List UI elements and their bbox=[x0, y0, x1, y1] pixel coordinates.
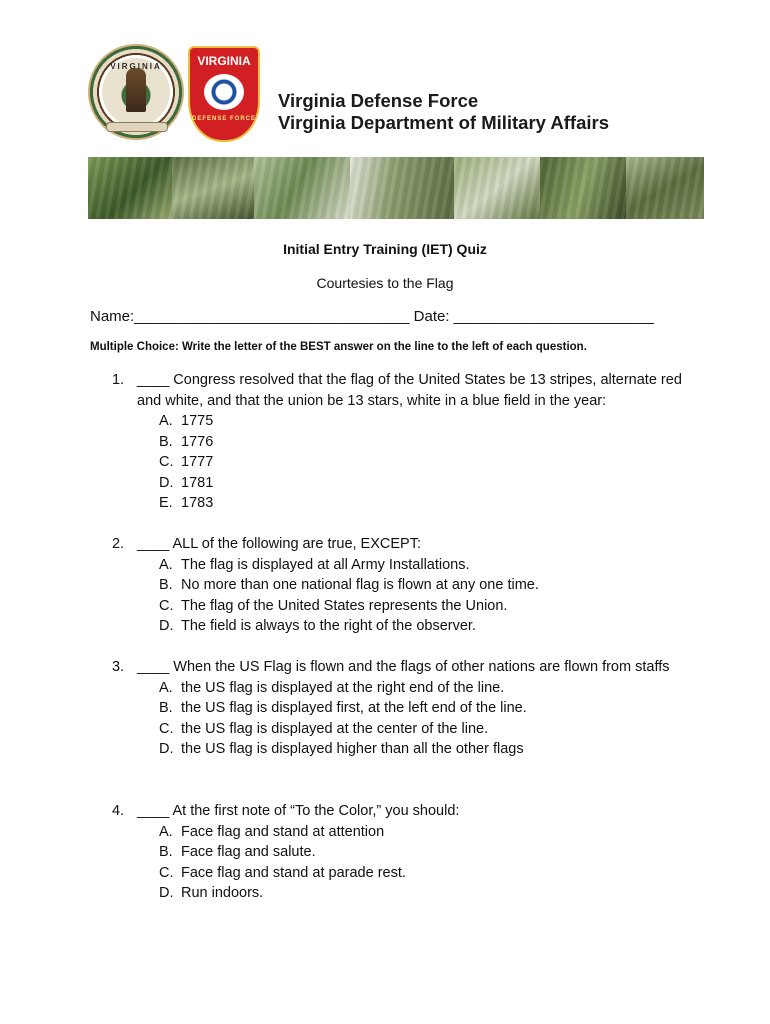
option-letter: A. bbox=[159, 679, 173, 696]
option-text: No more than one national flag is flown at any one time. bbox=[181, 577, 539, 593]
shield-subtitle: DEFENSE FORCE bbox=[191, 116, 256, 122]
option-text: Face flag and salute. bbox=[181, 844, 316, 860]
answer-option bbox=[159, 739, 692, 760]
option-letter: B. bbox=[159, 433, 173, 450]
org-line-2: Virginia Department of Military Affairs bbox=[278, 112, 610, 133]
instructions: Multiple Choice: Write the letter of the BEST answer on the line to the left of each question. bbox=[90, 341, 587, 353]
option-letter: A. bbox=[159, 556, 173, 573]
option-letter: D. bbox=[159, 474, 174, 491]
photo-banner bbox=[88, 157, 704, 219]
banner-photo bbox=[88, 157, 172, 219]
quiz-title: Initial Entry Training (IET) Quiz bbox=[283, 241, 487, 257]
option-letter: B. bbox=[159, 577, 173, 593]
option-text: the US flag is displayed first, at the left end of the line. bbox=[181, 700, 527, 716]
option-text: 1783 bbox=[181, 495, 214, 511]
option-letter: C. bbox=[159, 597, 174, 614]
banner-photo bbox=[172, 157, 254, 219]
option-text: Face flag and stand at attention bbox=[181, 823, 385, 840]
option-text: The flag is displayed at all Army Installations. bbox=[181, 556, 470, 573]
shield-emblem bbox=[204, 74, 244, 110]
option-text: the US flag is displayed at the right end of the line. bbox=[181, 679, 505, 696]
question-number: 2. bbox=[112, 536, 125, 552]
answer-option bbox=[159, 842, 692, 863]
quiz-subtitle: Courtesies to the Flag bbox=[316, 275, 454, 291]
question-2 bbox=[112, 534, 692, 637]
answer-options bbox=[112, 555, 692, 637]
option-text: The field is always to the right of the observer. bbox=[181, 618, 476, 634]
option-text: Run indoors. bbox=[181, 885, 264, 901]
answer-option bbox=[159, 616, 692, 637]
answer-option bbox=[159, 493, 692, 514]
answer-option bbox=[159, 698, 692, 719]
organization-name bbox=[278, 90, 609, 134]
question-number: 4. bbox=[112, 803, 125, 819]
option-text: the US flag is displayed at the center of the line. bbox=[181, 720, 489, 737]
option-letter: E. bbox=[159, 495, 173, 511]
seal-figure bbox=[126, 68, 146, 112]
banner-photo bbox=[626, 157, 704, 219]
option-letter: B. bbox=[159, 700, 173, 716]
option-letter: D. bbox=[159, 741, 174, 757]
question-3 bbox=[112, 657, 692, 760]
seal-motto-ribbon bbox=[106, 122, 168, 132]
question-4 bbox=[112, 801, 692, 904]
banner-photo bbox=[350, 157, 454, 219]
option-letter: C. bbox=[159, 454, 174, 470]
answer-option bbox=[159, 596, 692, 617]
state-seal-logo bbox=[88, 44, 184, 140]
document-header bbox=[0, 0, 770, 150]
answer-option bbox=[159, 575, 692, 596]
option-letter: A. bbox=[159, 823, 173, 840]
question-number: 1. bbox=[112, 372, 125, 388]
banner-photo bbox=[454, 157, 540, 219]
answer-option bbox=[159, 822, 692, 843]
question-number: 3. bbox=[112, 659, 125, 675]
option-text: 1777 bbox=[181, 454, 214, 470]
org-line-1: Virginia Defense Force bbox=[278, 90, 479, 111]
answer-option bbox=[159, 432, 692, 453]
question-stem: ____ At the first note of “To the Color,” you should: bbox=[137, 803, 460, 819]
option-letter: D. bbox=[159, 618, 174, 634]
name-date-line: Name:_________________________________ Date: ________________________ bbox=[90, 308, 654, 325]
answer-option bbox=[159, 411, 692, 432]
answer-option bbox=[159, 452, 692, 473]
option-text: 1775 bbox=[181, 413, 214, 429]
answer-option bbox=[159, 473, 692, 494]
answer-options bbox=[112, 678, 692, 760]
question-stem: ____ Congress resolved that the flag of the United States be 13 stripes, alternate red and white, and that the union be 13 stars, white in a blue field in the year: bbox=[137, 372, 682, 409]
option-text: Face flag and stand at parade rest. bbox=[181, 864, 406, 881]
question-stem: ____ When the US Flag is flown and the flags of other nations are flown from staffs bbox=[137, 659, 670, 675]
option-text: 1776 bbox=[181, 433, 214, 450]
question-stem: ____ ALL of the following are true, EXCEPT: bbox=[137, 536, 421, 552]
answer-options bbox=[112, 411, 692, 514]
answer-option bbox=[159, 883, 692, 904]
banner-photo bbox=[540, 157, 626, 219]
answer-option bbox=[159, 555, 692, 576]
option-letter: C. bbox=[159, 720, 174, 737]
answer-option bbox=[159, 719, 692, 740]
seal-text: VIRGINIA bbox=[110, 62, 162, 71]
option-text: 1781 bbox=[181, 474, 214, 491]
option-letter: D. bbox=[159, 885, 174, 901]
option-text: the US flag is displayed higher than all the other flags bbox=[181, 741, 524, 757]
option-letter: B. bbox=[159, 844, 173, 860]
option-letter: A. bbox=[159, 413, 173, 429]
answer-option bbox=[159, 678, 692, 699]
option-text: The flag of the United States represents the Union. bbox=[181, 597, 508, 614]
question-1 bbox=[112, 370, 692, 514]
shield-title: VIRGINIA bbox=[197, 54, 251, 68]
defense-force-shield-logo bbox=[188, 46, 260, 142]
banner-photo bbox=[254, 157, 350, 219]
option-letter: C. bbox=[159, 864, 174, 881]
answer-options bbox=[112, 822, 692, 904]
answer-option bbox=[159, 863, 692, 884]
